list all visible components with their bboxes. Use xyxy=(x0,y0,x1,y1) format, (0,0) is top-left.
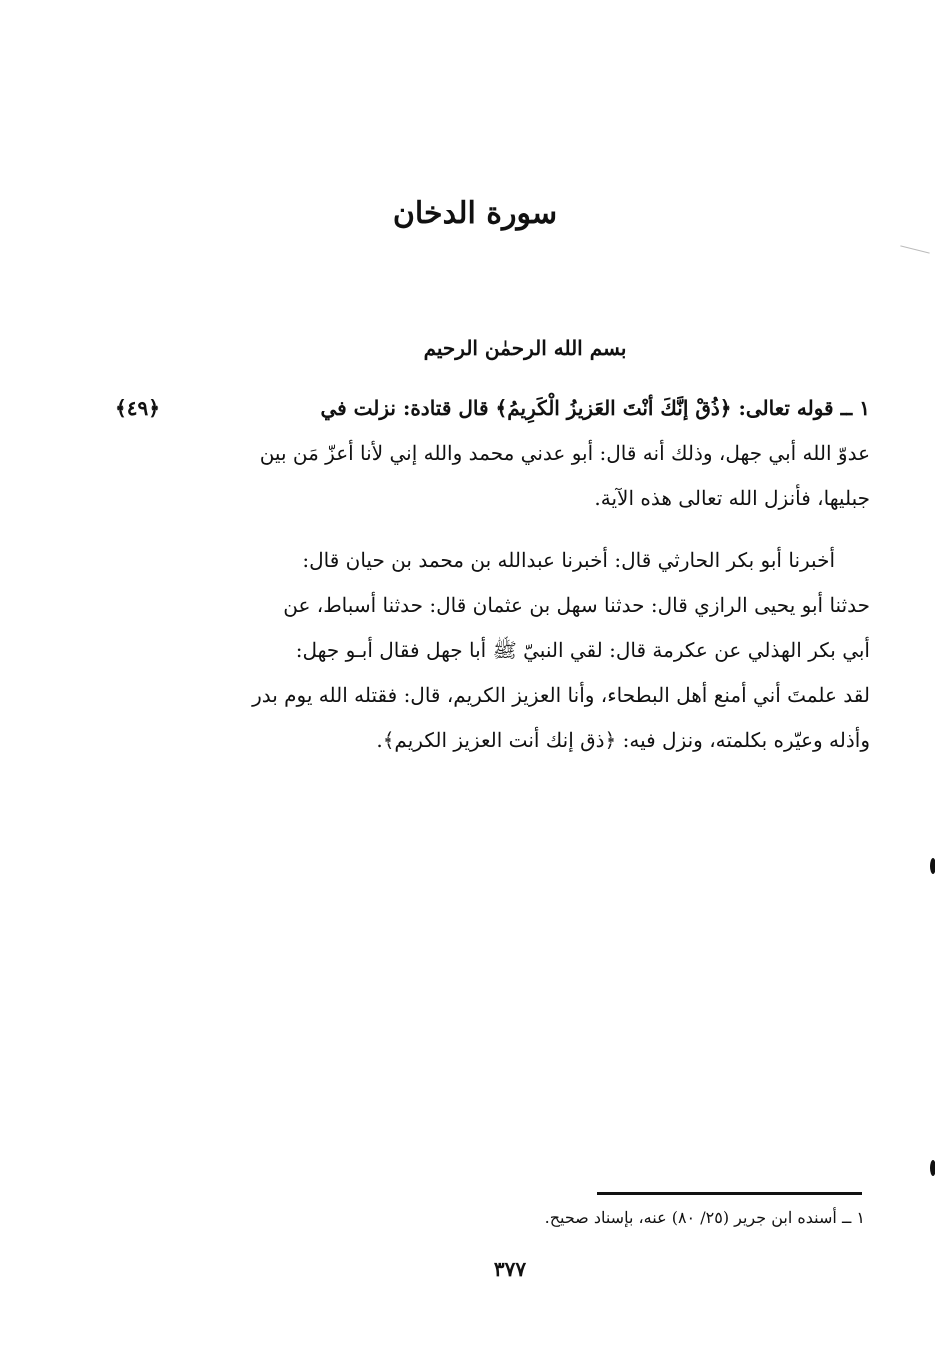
paragraph-line: لقد علمتَ أني أمنع أهل البطحاء، وأنا العزيز الكريم، قال: فقتله الله يوم بدر xyxy=(252,683,870,707)
line-text: عدوّ الله أبي جهل، وذلك أنه قال: أبو عدني محمد والله إني لأنا أعزّ مَن بين xyxy=(259,441,870,465)
verse-number: ﴿٤٩﴾ xyxy=(115,396,160,420)
paragraph-line: أبي بكر الهذلي عن عكرمة قال: لقي النبيّ ﷺ أبا جهل فقال أبـو جهل: xyxy=(295,638,870,662)
paragraph-line xyxy=(235,386,870,431)
paragraph-line xyxy=(115,476,870,521)
footnote: ١ ــ أسنده ابن جرير (٢٥/ ٨٠) عنه، بإسناد صحيح. xyxy=(544,1208,865,1227)
page-number: ٣٧٧ xyxy=(493,1257,527,1281)
paragraph-line: أخبرنا أبو بكر الحارثي قال: أخبرنا عبدالله بن محمد بن حيان قال: xyxy=(302,548,835,572)
paragraph-line: حدثنا أبو يحيى الرازي قال: حدثنا سهل بن عثمان قال: حدثنا أسباط، عن xyxy=(283,593,870,617)
paragraph-line: وأذله وعيّره بكلمته، ونزل فيه: ﴿ذق إنك أنت العزيز الكريم﴾. xyxy=(376,728,870,752)
scan-mark xyxy=(930,858,935,874)
footnote-divider xyxy=(597,1192,862,1195)
surah-title: سورة الدخان xyxy=(392,196,558,231)
paragraph-line xyxy=(115,431,870,476)
scan-artifact xyxy=(900,245,929,253)
line-text: جبليها، فأنزل الله تعالى هذه الآية. xyxy=(594,486,870,510)
entry-lead: ١ ــ قوله تعالى: xyxy=(731,396,870,420)
scan-mark xyxy=(930,1160,935,1176)
entry-quote: ﴿ذُقْ إنَّكَ أنْتَ العَزيزُ الْكَرِيمُ﴾ قال قتادة: نزلت في xyxy=(320,396,732,420)
entry-paragraph-1 xyxy=(115,386,870,521)
entry-paragraph-2 xyxy=(165,538,870,763)
basmala: بسم الله الرحمٰن الرحيم xyxy=(423,336,627,360)
